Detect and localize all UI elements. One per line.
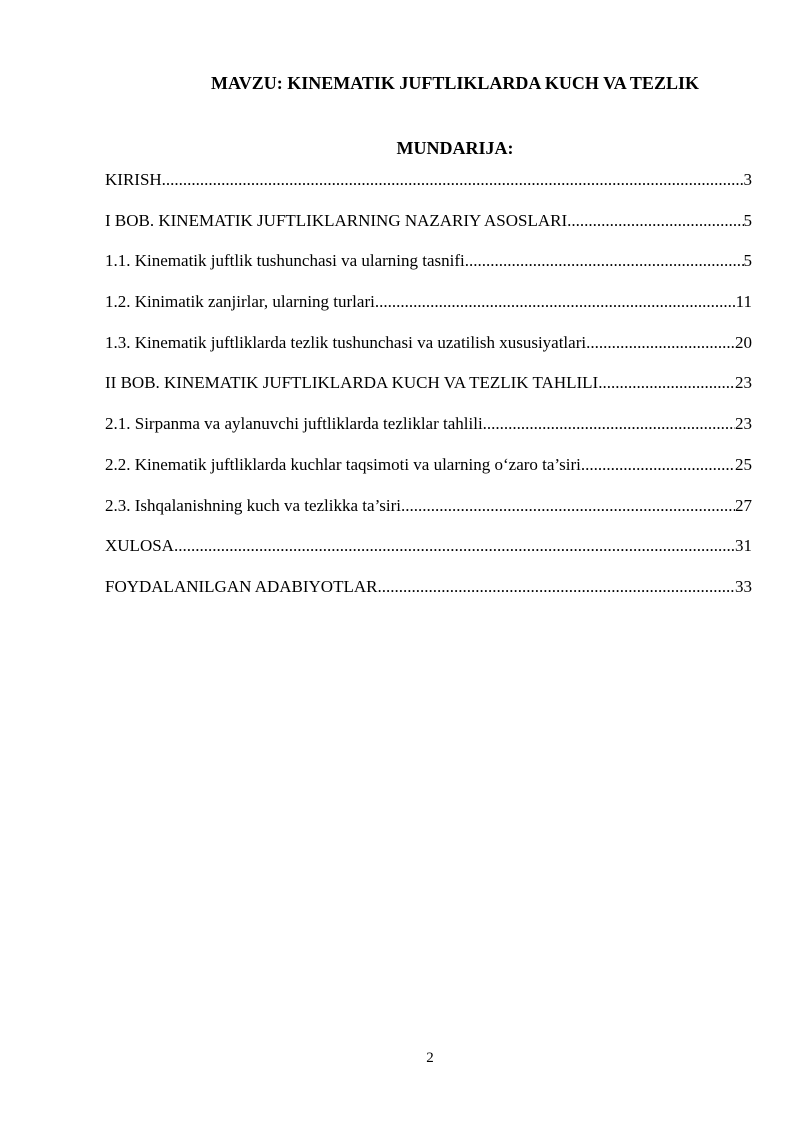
toc-dot-leader [162,166,744,194]
toc-entry-section-2-1 [105,410,752,451]
toc-entry-label: KIRISH [105,170,162,189]
toc-entry-chapter-1 [105,207,752,248]
toc-entry-label: 2.1. Sirpanma va aylanuvchi juftliklarda tezliklar tahlili [105,414,483,434]
toc-dot-leader [174,532,735,560]
toc-dot-leader [586,329,735,357]
toc-entry-page: 20 [735,332,752,352]
toc-entry-label: XULOSA [105,536,174,556]
toc-dot-leader [377,573,735,601]
toc-entry-section-1-3 [105,329,752,370]
toc-entry-page: 5 [743,251,752,271]
toc-dot-leader [483,410,735,438]
toc-entry-label: II BOB. KINEMATIK JUFTLIKLARDA KUCH VA TEZLIK TAHLILI [105,373,599,393]
toc-dot-leader [401,492,735,520]
toc-entry-label: I BOB. KINEMATIK JUFTLIKLARNING NAZARIY ASOSLARI [105,210,568,230]
page-number: 2 [426,1050,434,1066]
toc-entry-section-2-2 [105,451,752,492]
toc-entry-label: FOYDALANILGAN ADABIYOTLAR [105,576,378,596]
toc-entry-label: 1.1. Kinematik juftlik tushunchasi va ularning tasnifi [105,251,465,271]
toc-dot-leader [375,288,736,316]
toc-entry-xulosa [105,532,752,573]
toc-dot-leader [465,247,744,275]
toc-entry-page: 11 [735,292,752,312]
toc-entry-section-1-1 [105,247,752,288]
toc-entry-references [105,573,752,614]
toc-dot-leader [581,451,735,479]
toc-entry-page: 23 [735,373,752,393]
toc-entry-kirish [105,166,752,207]
toc-entry-page: 25 [735,454,752,474]
toc-entry-section-1-2 [105,288,752,329]
page-title: MAVZU: KINEMATIK JUFTLIKLARDA KUCH VA TEZLIK [211,73,699,93]
table-of-contents [105,166,752,614]
toc-heading: MUNDARIJA: [396,138,514,158]
toc-dot-leader [598,369,735,397]
toc-entry-page: 3 [743,170,752,189]
toc-entry-page: 33 [735,576,752,596]
toc-entry-page: 31 [735,536,752,556]
toc-entry-label: 1.3. Kinematik juftliklarda tezlik tushunchasi va uzatilish xususiyatlari [105,332,587,352]
toc-entry-page: 27 [735,495,752,515]
toc-entry-chapter-2 [105,369,752,410]
toc-dot-leader [567,207,743,235]
toc-entry-page: 23 [735,414,752,434]
toc-entry-label: 2.2. Kinematik juftliklarda kuchlar taqsimoti va ularning o‘zaro ta’siri [105,454,581,474]
toc-entry-page: 5 [743,210,752,230]
toc-entry-label: 1.2. Kinimatik zanjirlar, ularning turlari [105,292,375,312]
toc-entry-label: 2.3. Ishqalanishning kuch va tezlikka ta’siri [105,495,402,515]
toc-entry-section-2-3 [105,492,752,533]
